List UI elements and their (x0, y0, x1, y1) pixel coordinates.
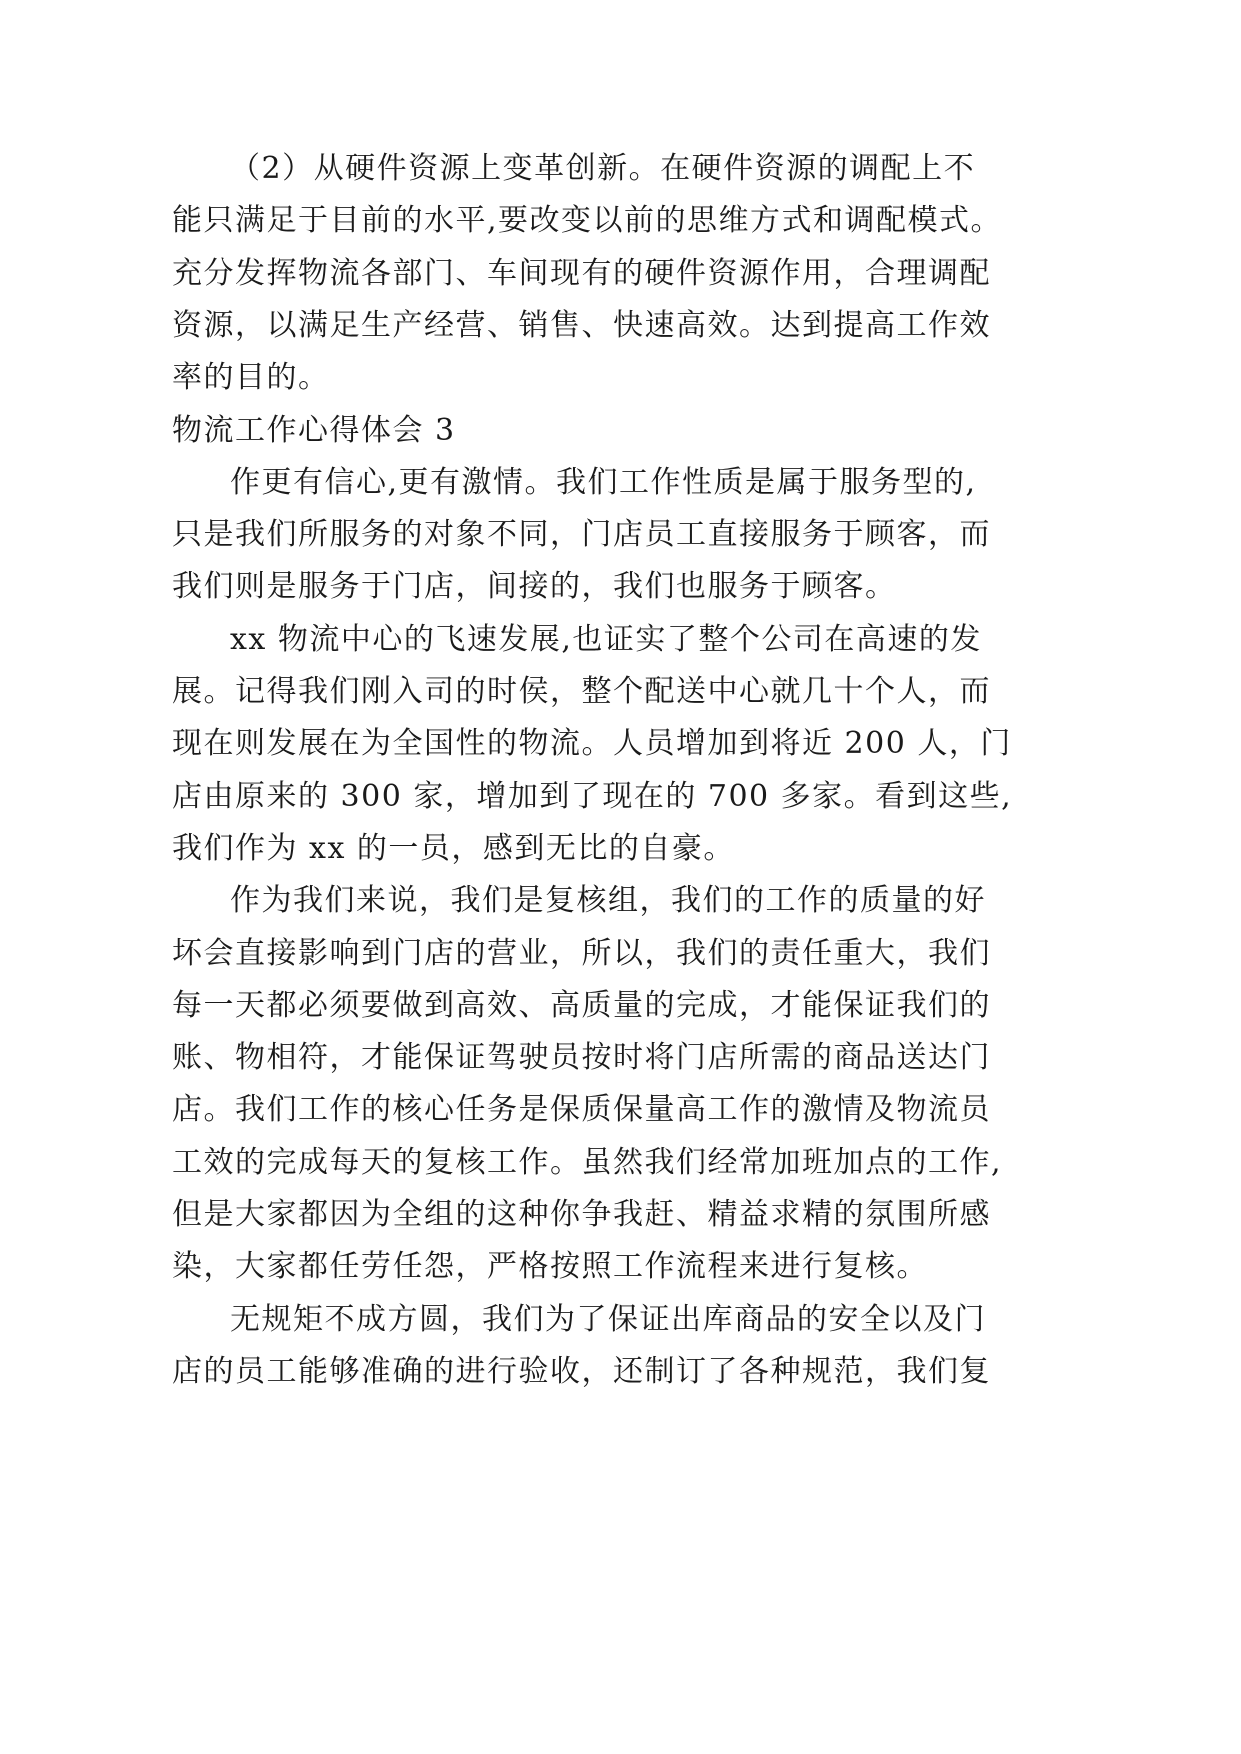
text-line: 展。记得我们刚入司的时侯，整个配送中心就几十个人，而 (172, 674, 991, 709)
text-line: 率的目的。 (172, 360, 330, 396)
text-line: 只是我们所服务的对象不同，门店员工直接服务于顾客，而 (172, 517, 991, 553)
text-line: 但是大家都因为全组的这种你争我赶、精益求精的氛围所感 (172, 1197, 991, 1232)
text-line: 无规矩不成方圆，我们为了保证出库商品的安全以及门 (230, 1301, 986, 1337)
text-line: 能只满足于目前的水平,要改变以前的思维方式和调配模式。 (172, 203, 1003, 239)
text-line: 店的员工能够准确的进行验收，还制订了各种规范，我们复 (172, 1353, 991, 1389)
text-line: xx 物流中心的飞速发展,也证实了整个公司在高速的发 (230, 621, 982, 657)
text-line: 工效的完成每天的复核工作。虽然我们经常加班加点的工作, (172, 1144, 1003, 1180)
text-line: 店。我们工作的核心任务是保质保量高工作的激情及物流员 (172, 1092, 991, 1128)
text-line: 现在则发展在为全国性的物流。人员增加到将近 200 人，门 (172, 726, 1012, 762)
text-line: 作更有信心,更有激情。我们工作性质是属于服务型的, (230, 464, 977, 500)
text-line: 坏会直接影响到门店的营业，所以，我们的责任重大，我们 (172, 935, 991, 971)
text-line: （2）从硬件资源上变革创新。在硬件资源的调配上不 (230, 151, 976, 186)
text-line: 每一天都必须要做到高效、高质量的完成，才能保证我们的 (172, 987, 991, 1023)
text-line: 作为我们来说，我们是复核组，我们的工作的质量的好 (230, 883, 986, 919)
text-line: 账、物相符，才能保证驾驶员按时将门店所需的商品送达门 (172, 1040, 991, 1076)
text-line: 我们则是服务于门店，间接的，我们也服务于顾客。 (172, 569, 897, 605)
text-line: 我们作为 xx 的一员，感到无比的自豪。 (172, 830, 735, 866)
text-line: 染，大家都任劳任怨，严格按照工作流程来进行复核。 (172, 1249, 928, 1285)
text-line: 店由原来的 300 家，增加到了现在的 700 多家。看到这些, (172, 778, 1013, 814)
text-line: 充分发挥物流各部门、车间现有的硬件资源作用，合理调配 (172, 255, 991, 291)
text-line: 资源，以满足生产经营、销售、快速高效。达到提高工作效 (172, 307, 991, 343)
section-heading: 物流工作心得体会 3 (172, 412, 456, 448)
